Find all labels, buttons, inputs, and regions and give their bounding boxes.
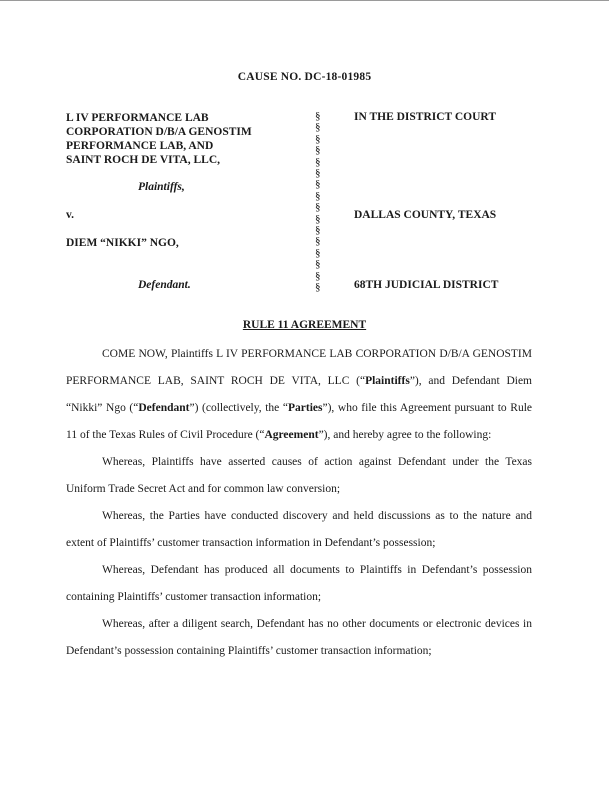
section-symbol: § [315,189,321,202]
section-symbol: § [315,246,321,259]
whereas-clause: Whereas, Plaintiffs have asserted causes of action against Defendant under the Texas Uniform Trade Secret Act and for common law conversion; [66,456,532,495]
court-name: IN THE DISTRICT COURT [354,111,497,123]
whereas-clause: Whereas, the Parties have conducted discovery and held discussions as to the nature and extent of Plaintiffs’ customer transaction information in Defendant’s possession; [66,510,532,549]
section-symbol: § [315,224,321,237]
case-caption [66,111,546,296]
county-name: DALLAS COUNTY, TEXAS [354,209,497,221]
intro-paragraph: COME NOW, Plaintiffs L IV PERFORMANCE LAB CORPORATION D/B/A GENOSTIM PERFORMANCE LAB, SAINT ROCH DE VITA, LLC (“Plaintiffs”), and Defendant Diem “Nikki” Ngo (“Defendant”) (collectively, the “Parties”), who file this Agreement pursuant to Rule 11 of the Texas Rules of Civil Procedure (“Agreement”), and hereby agree to the following: [66,348,532,441]
section-symbol: § [315,167,321,180]
plaintiff-line: L IV PERFORMANCE LAB [66,112,209,124]
plaintiff-line: PERFORMANCE LAB, AND [66,140,214,152]
versus-label: v. [66,209,74,221]
plaintiff-names [66,111,306,167]
document-title: RULE 11 AGREEMENT [242,319,367,331]
section-symbol: § [315,212,321,225]
section-symbol-column [315,111,327,294]
section-symbol: § [315,258,321,271]
defined-term: Parties [288,402,323,414]
section-symbol: § [315,281,321,294]
section-symbol: § [315,132,321,145]
plaintiff-role: Plaintiffs, [138,181,185,193]
section-symbol: § [315,144,321,157]
section-symbol: § [315,121,321,134]
document-body [66,341,532,665]
scan-edge-line [0,0,609,1]
defined-term: Agreement [264,429,319,441]
defendant-name: DIEM “NIKKI” NGO, [66,237,179,249]
defined-term: Plaintiffs [365,375,410,387]
section-symbol: § [315,178,321,191]
plaintiff-line: SAINT ROCH DE VITA, LLC, [66,154,221,166]
section-symbol: § [315,269,321,282]
section-symbol: § [315,201,321,214]
section-symbol: § [315,110,321,122]
whereas-clause: Whereas, after a diligent search, Defendant has no other documents or electronic devices in Defendant’s possession containing Plaintiffs’ customer transaction information; [66,618,532,657]
whereas-clause: Whereas, Defendant has produced all documents to Plaintiffs in Defendant’s possession containing Plaintiffs’ customer transaction information; [66,564,532,603]
section-symbol: § [315,155,321,168]
defined-term: Defendant [138,402,190,414]
plaintiff-line: CORPORATION D/B/A GENOSTIM [66,126,252,138]
defendant-role: Defendant. [138,279,191,291]
cause-number: CAUSE NO. DC-18-01985 [237,71,372,83]
judicial-district: 68TH JUDICIAL DISTRICT [354,279,499,291]
section-symbol: § [315,235,321,248]
